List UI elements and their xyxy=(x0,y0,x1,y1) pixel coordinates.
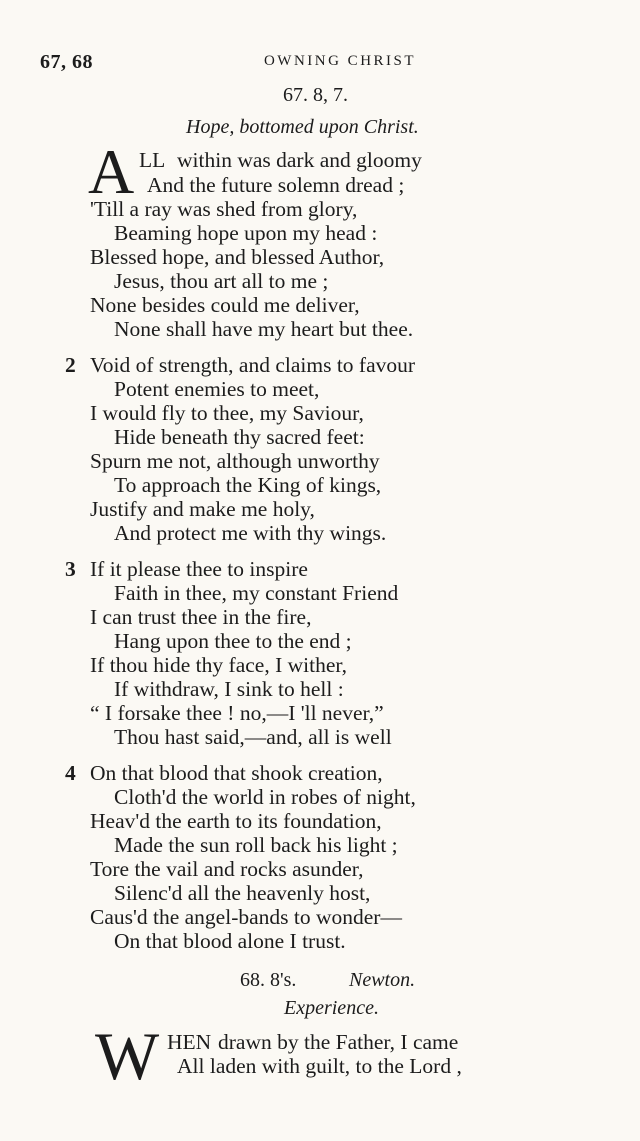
verse-line: 'Till a ray was shed from glory, xyxy=(90,197,358,221)
verse-line: Made the sun roll back his light ; xyxy=(114,833,398,857)
verse-line: Void of strength, and claims to favour xyxy=(90,353,416,377)
hymn-68-dropcap: W xyxy=(95,1018,160,1094)
verse-line: To approach the King of kings, xyxy=(114,473,382,497)
verse-line: Jesus, thou art all to me ; xyxy=(114,269,329,293)
verse-line: If withdraw, I sink to hell : xyxy=(114,677,344,701)
verse-line: Silenc'd all the heavenly host, xyxy=(114,881,371,905)
verse-line: On that blood alone I trust. xyxy=(114,929,346,953)
verse-line: And the future solemn dread ; xyxy=(147,173,405,197)
verse-line: I would fly to thee, my Saviour, xyxy=(90,401,364,425)
verse-line: On that blood that shook creation, xyxy=(90,761,383,785)
verse-line: Thou hast said,—and, all is well xyxy=(114,725,392,749)
verse-line: Justify and make me holy, xyxy=(90,497,315,521)
verse-line: Potent enemies to meet, xyxy=(114,377,320,401)
verse-line: If thou hide thy face, I wither, xyxy=(90,653,348,677)
verse-line: Blessed hope, and blessed Author, xyxy=(90,245,385,269)
page-numbers: 67, 68 xyxy=(40,51,93,73)
verse-line: Hang upon thee to the end ; xyxy=(114,629,352,653)
verse-line: Spurn me not, although unworthy xyxy=(90,449,380,473)
hymn-68-number-meter: 68. 8's. xyxy=(240,969,297,991)
stanza-number: 4 xyxy=(65,761,76,785)
verse-line: Cloth'd the world in robes of night, xyxy=(114,785,416,809)
verse-line: Beaming hope upon my head : xyxy=(114,221,378,245)
running-title: OWNING CHRIST xyxy=(263,53,417,69)
hymn-68-subtitle: Experience. xyxy=(284,997,379,1019)
verse-line: drawn by the Father, I came xyxy=(218,1030,459,1054)
hymn-68-first-word-rest: HEN xyxy=(167,1030,212,1054)
hymn-67-subtitle: Hope, bottomed upon Christ. xyxy=(186,116,419,138)
hymn-68-author: Newton. xyxy=(349,969,416,991)
hymn-67-dropcap: A xyxy=(88,136,135,207)
hymn-67-first-word-rest: LL xyxy=(139,148,166,172)
verse-line: None besides could me deliver, xyxy=(90,293,360,317)
stanza-number: 2 xyxy=(65,353,76,377)
verse-line: All laden with guilt, to the Lord , xyxy=(177,1054,462,1078)
verse-line: Caus'd the angel-bands to wonder— xyxy=(90,905,402,929)
verse-line: None shall have my heart but thee. xyxy=(114,317,414,341)
verse-line: Hide beneath thy sacred feet: xyxy=(114,425,365,449)
verse-line: Tore the vail and rocks asunder, xyxy=(90,857,364,881)
verse-line: “ I forsake thee ! no,—I 'll never,” xyxy=(90,701,384,725)
hymn-67-number-meter: 67. 8, 7. xyxy=(283,84,348,106)
verse-line: Heav'd the earth to its foundation, xyxy=(90,809,382,833)
verse-line: within was dark and gloomy xyxy=(177,148,422,172)
verse-line: If it please thee to inspire xyxy=(90,557,308,581)
verse-line: Faith in thee, my constant Friend xyxy=(114,581,399,605)
stanza-number: 3 xyxy=(65,557,76,581)
verse-line: I can trust thee in the fire, xyxy=(90,605,312,629)
verse-line: And protect me with thy wings. xyxy=(114,521,387,545)
